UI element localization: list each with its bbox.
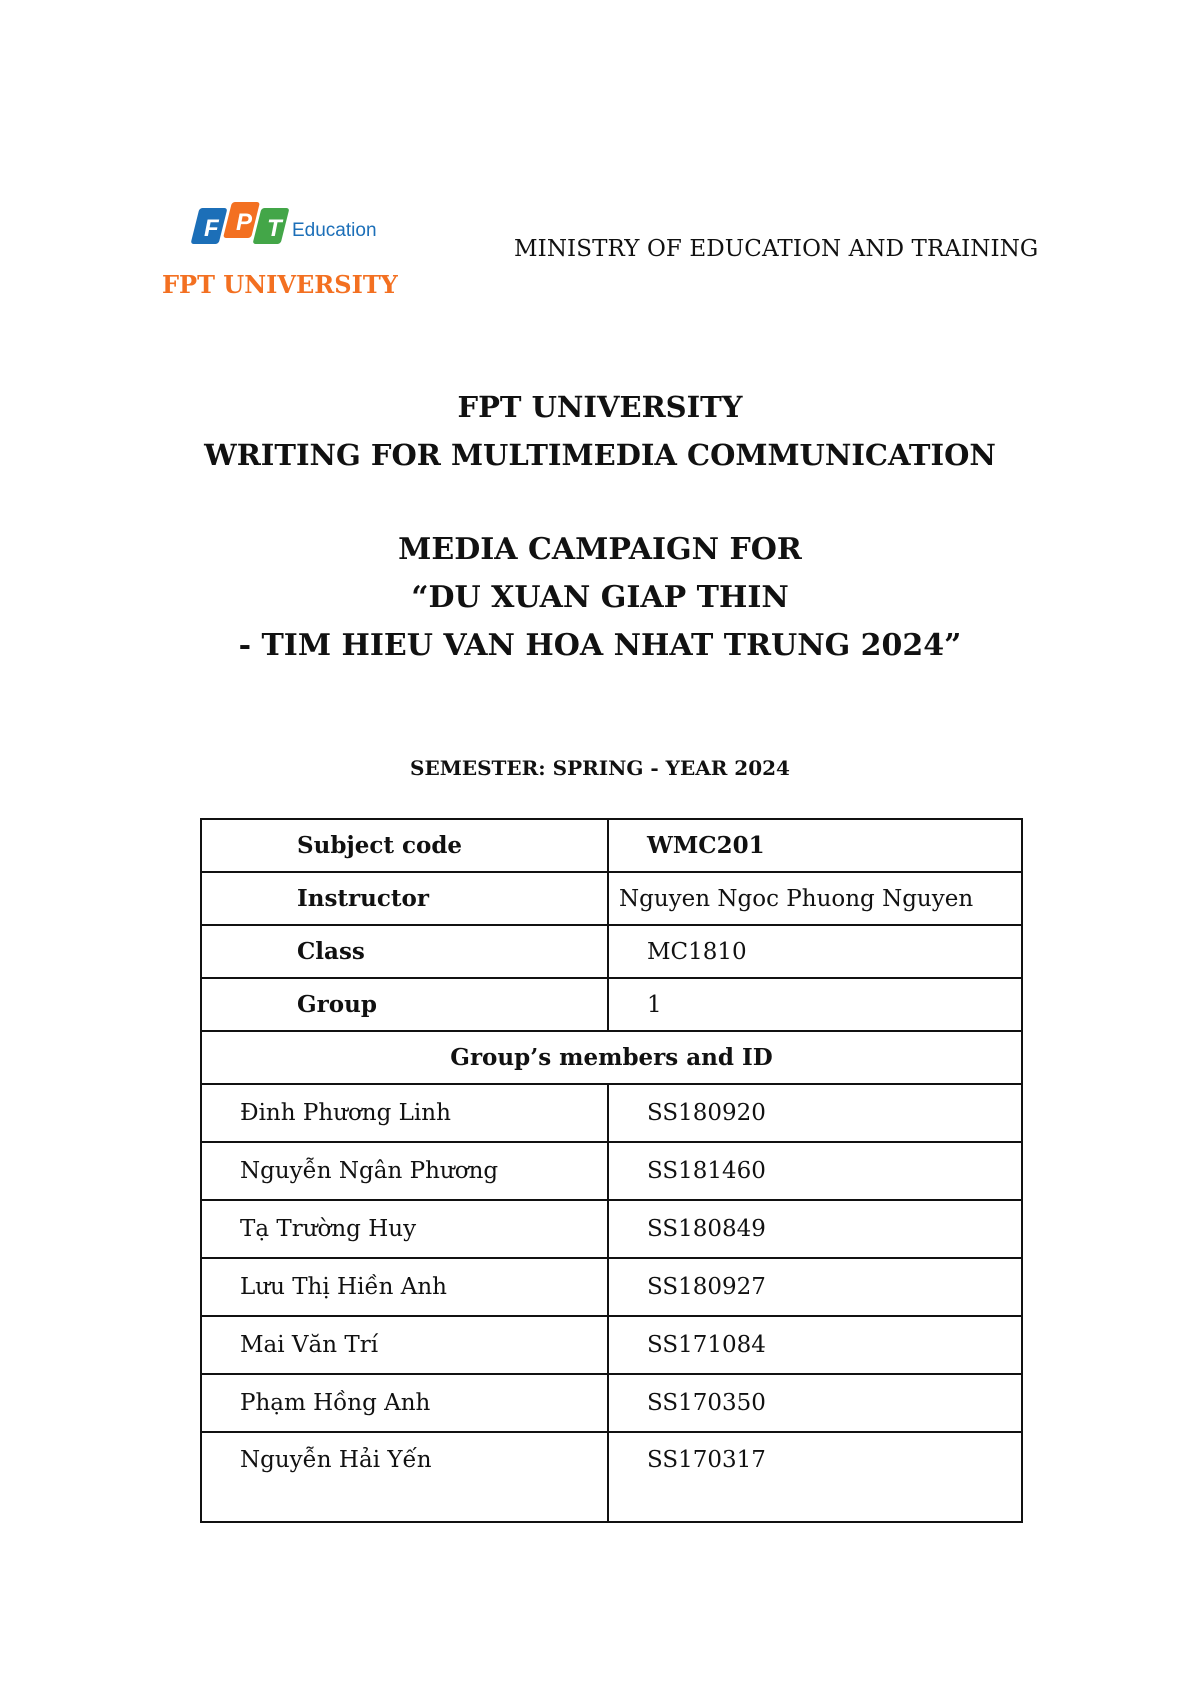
logo-university-text: FPT UNIVERSITY: [162, 270, 398, 299]
member-id: SS171084: [647, 1332, 766, 1358]
table-cell: [201, 1316, 608, 1374]
group-value: 1: [647, 991, 662, 1018]
table-row: [201, 1258, 1022, 1316]
member-name: Phạm Hồng Anh: [240, 1390, 431, 1416]
class-label: Class: [297, 938, 365, 965]
table-cell: [608, 925, 1022, 978]
table-cell: [608, 1258, 1022, 1316]
fpt-logo-graphic: [160, 198, 420, 308]
table-cell: [608, 1200, 1022, 1258]
member-name: Lưu Thị Hiền Anh: [240, 1274, 447, 1300]
table-row: [201, 1432, 1022, 1522]
table-cell: [608, 1084, 1022, 1142]
table-cell: [608, 1432, 1022, 1522]
member-id: SS170350: [647, 1390, 766, 1416]
table-row: [201, 1200, 1022, 1258]
class-value: MC1810: [647, 938, 747, 965]
members-header: Group’s members and ID: [201, 1031, 1022, 1084]
table-row: [201, 1084, 1022, 1142]
member-name: Mai Văn Trí: [240, 1332, 379, 1358]
table-cell: [608, 1316, 1022, 1374]
fpt-education-logo: [160, 198, 420, 308]
member-name: Đinh Phương Linh: [240, 1100, 451, 1126]
table-cell: [608, 819, 1022, 872]
table-cell: [201, 1258, 608, 1316]
member-name: Tạ Trường Huy: [240, 1216, 417, 1242]
table-cell: [201, 1084, 608, 1142]
table-cell: [201, 978, 608, 1031]
table-cell: [608, 1142, 1022, 1200]
member-id: SS180849: [647, 1216, 766, 1242]
table-row: [201, 819, 1022, 872]
table-cell: [608, 978, 1022, 1031]
table-row: [201, 1142, 1022, 1200]
table-cell: [201, 872, 608, 925]
group-label: Group: [297, 991, 377, 1018]
table-cell: [201, 1432, 608, 1522]
logo-letter-f: F: [204, 215, 219, 242]
table-cell: [608, 872, 1022, 925]
member-id: SS181460: [647, 1158, 766, 1184]
member-name: Nguyễn Hải Yến: [240, 1447, 432, 1473]
title-event-line2: - TIM HIEU VAN HOA NHAT TRUNG 2024”: [238, 628, 962, 663]
title-campaign: MEDIA CAMPAIGN FOR: [398, 532, 802, 567]
table-row: [201, 1031, 1022, 1084]
instructor-value: Nguyen Ngoc Phuong Nguyen: [619, 885, 974, 912]
table-cell: [201, 819, 608, 872]
table-row: [201, 925, 1022, 978]
table-cell: [201, 925, 608, 978]
subject-code-label: Subject code: [297, 832, 463, 859]
table-row: [201, 978, 1022, 1031]
semester-label: SEMESTER: SPRING - YEAR 2024: [410, 756, 790, 780]
table-cell: [201, 1142, 608, 1200]
title-university: FPT UNIVERSITY: [457, 390, 743, 424]
table-cell: [608, 1374, 1022, 1432]
logo-letter-t: T: [267, 215, 282, 242]
title-event-line1: “DU XUAN GIAP THIN: [411, 580, 789, 615]
member-id: SS180927: [647, 1274, 766, 1300]
member-id: SS180920: [647, 1100, 766, 1126]
member-id: SS170317: [647, 1447, 766, 1473]
table-row: [201, 1374, 1022, 1432]
title-course: WRITING FOR MULTIMEDIA COMMUNICATION: [204, 438, 996, 472]
member-name: Nguyễn Ngân Phương: [240, 1158, 499, 1184]
group-info-table: [200, 818, 1023, 1523]
logo-education-text: Education: [292, 220, 377, 241]
instructor-label: Instructor: [297, 885, 429, 912]
subject-code-value: WMC201: [647, 832, 765, 859]
table-cell: [201, 1200, 608, 1258]
ministry-heading: MINISTRY OF EDUCATION AND TRAINING: [514, 236, 1039, 262]
logo-letter-p: P: [236, 209, 253, 236]
table-cell: [201, 1374, 608, 1432]
table-row: [201, 1316, 1022, 1374]
table-row: [201, 872, 1022, 925]
